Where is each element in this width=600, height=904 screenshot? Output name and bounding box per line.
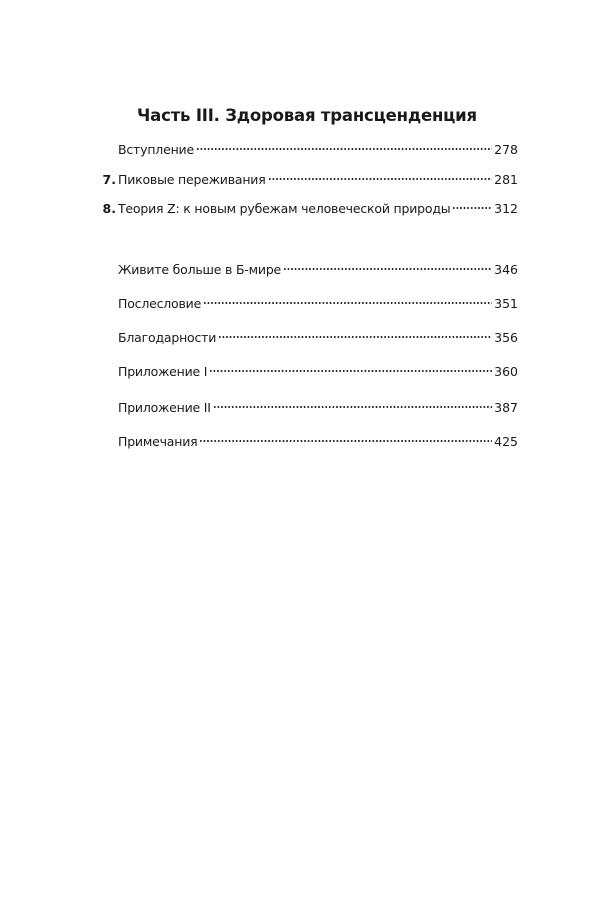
toc-entry-page: 360	[494, 364, 518, 379]
toc-entry-title: Приложение II	[118, 400, 211, 415]
dot-leader	[283, 267, 492, 271]
toc-entry-page: 278	[494, 142, 518, 157]
toc-entry-page: 387	[494, 400, 518, 415]
toc-entry-title: Вступление	[118, 142, 194, 157]
toc-entry-title: Приложение I	[118, 364, 208, 379]
toc-entry	[118, 141, 518, 159]
toc-entry-page: 346	[494, 262, 518, 277]
dot-leader	[199, 439, 492, 443]
dot-leader	[203, 301, 492, 305]
toc-entry-page: 281	[494, 172, 518, 187]
toc-entry-number: 8.	[102, 201, 116, 216]
toc-entry-title: Послесловие	[118, 296, 202, 311]
toc-entry-title: Теория Z: к новым рубежам человеческой природы	[118, 201, 451, 216]
toc-entry-page: 312	[494, 201, 518, 216]
toc-entry	[118, 329, 518, 347]
dot-leader	[196, 147, 492, 151]
toc-entry-page: 356	[494, 330, 518, 345]
toc-entry	[102, 200, 518, 218]
toc-entry-number: 7.	[102, 172, 116, 187]
dot-leader	[218, 335, 492, 339]
toc-entry	[118, 363, 518, 381]
toc-entry-title: Живите больше в Б-мире	[118, 262, 282, 277]
toc-entry-title: Пиковые переживания	[118, 172, 266, 187]
part-title: Часть III. Здоровая трансценденция	[137, 106, 477, 125]
toc-entry	[118, 399, 518, 417]
toc-entry	[102, 171, 518, 189]
toc-entry-page: 425	[494, 434, 518, 449]
dot-leader	[213, 405, 492, 409]
dot-leader	[452, 206, 492, 210]
toc-entry-page: 351	[494, 296, 518, 311]
dot-leader	[268, 177, 493, 181]
toc-entry	[118, 261, 518, 279]
toc-entry	[118, 295, 518, 313]
toc-entry-title: Примечания	[118, 434, 198, 449]
toc-entry	[118, 433, 518, 451]
toc-entry-title: Благодарности	[118, 330, 217, 345]
dot-leader	[209, 369, 492, 373]
